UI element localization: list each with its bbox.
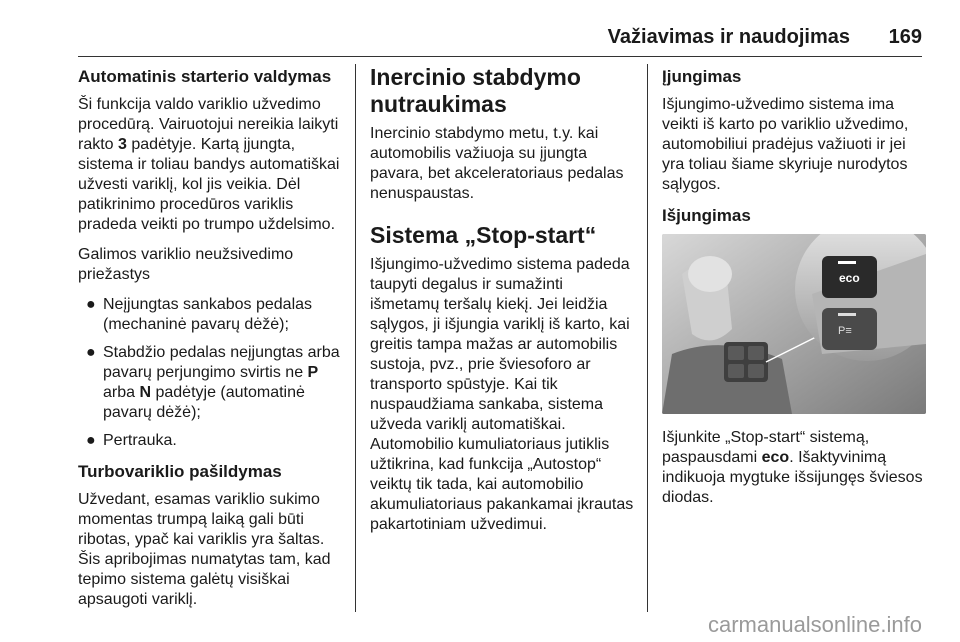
paragraph-inertia: Inercinio stabdymo metu, t.y. kai automobilis važiuoja su įjungta pavara, bet akceleratoriaus pedalas nenuspaustas. (370, 125, 624, 202)
eco-button-illustration (662, 234, 926, 414)
heading-stop-start: Sistema „Stop-start“ (370, 222, 597, 248)
paragraph-causes: Galimos variklio neužsivedimo priežastys (78, 246, 294, 283)
column-left (78, 64, 350, 620)
page-number: 169 (888, 26, 922, 48)
bullet-icon: ● (86, 344, 96, 361)
watermark: carmanualsonline.info (707, 612, 922, 637)
svg-text:P≡: P≡ (838, 325, 852, 337)
bullet-icon: ● (86, 296, 96, 313)
column-divider (355, 64, 356, 612)
list-item: ● Pertrauka. (86, 432, 177, 449)
heading-turbo-warmup: Turbovariklio pašildymas (78, 462, 282, 481)
heading-activation: Įjungimas (662, 67, 742, 86)
heading-deactivation: Išjungimas (662, 206, 751, 225)
paragraph-stop-start: Išjungimo-užvedimo sistema padeda taupyti degalus ir sumažinti išmetamų teršalų kiekį. Jei leidžia sąlygos, ji išjungia variklį iš karto, kai greitis tampa mažas ar automobilis sustoja, pvz., prie šviesoforo ar transporto spūstyje. Kai tik nuspaudžiama sankaba, sistema užveda variklį automatiškai. Automobilio kumuliatoriaus jutiklis užtikrina, kad funkcija „Autostop“ veiktų tik tada, kai automobilio akumuliatoriaus pakankamai įkrautas pakartotiniam užvedimui. (370, 256, 634, 533)
list-item: ● Stabdžio pedalas neįjungtas arba pavarų perjungimo svirtis ne P arba N padėtyje (automatinė pavarų dėžė); (86, 344, 340, 421)
bullet-icon: ● (86, 432, 96, 449)
column-middle (370, 64, 636, 545)
heading-inertia-braking: Inercinio stabdymo nutraukimas (370, 64, 581, 117)
eco-label: eco (839, 271, 860, 285)
console-photo-icon (662, 234, 926, 414)
column-divider (647, 64, 648, 612)
paragraph-turbo: Užvedant, esamas variklio sukimo momentas trumpą laiką gali būti ribotas, ypač kai variklis yra šaltas. Šis apribojimas numatytas tam, kad tepimo sistema galėtų visiškai apsaugoti variklį. (78, 491, 331, 608)
paragraph-deactivation: Išjunkite „Stop-start“ sistemą, paspausdami eco. Išaktyvinimą indikuoja mygtuke išsijungęs šviesos diodas. (662, 429, 923, 506)
list-item: ● Neįjungtas sankabos pedalas (mechaninė pavarų dėžė); (86, 296, 313, 333)
paragraph-activation: Išjungimo-užvedimo sistema ima veikti iš karto po variklio užvedimo, automobiliui pradėjus važiuoti ir jei yra toliau šiame skyriuje nurodytos sąlygos. (662, 96, 909, 193)
causes-list (78, 295, 350, 451)
page-header (78, 22, 922, 57)
paragraph-starter-intro: Ši funkcija valdo variklio užvedimo procedūrą. Vairuotojui nereikia laikyti rakto 3 padėtyje. Kartą įjungta, sistema ir toliau bandys automatiškai užvesti variklį, kol jis veikia. Dėl patikrinimo procedūros variklis pradeda veikti po trumpo uždelsimo. (78, 96, 340, 233)
heading-automatic-starter: Automatinis starterio valdymas (78, 67, 332, 86)
section-title: Važiavimas ir naudojimas (607, 26, 850, 48)
column-right (662, 64, 926, 518)
